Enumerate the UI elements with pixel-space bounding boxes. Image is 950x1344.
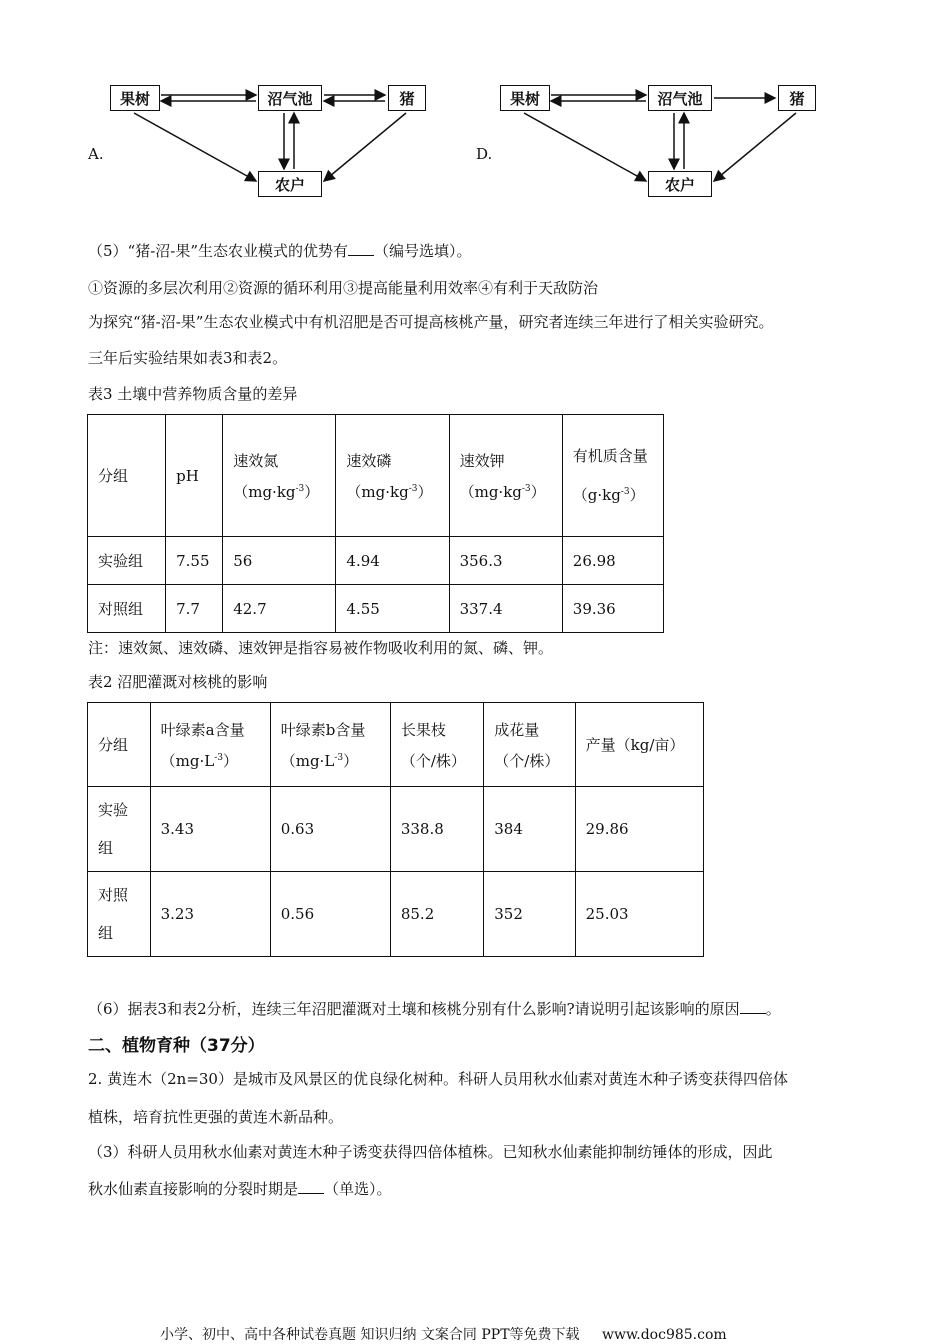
option-a-label: A. (88, 145, 104, 163)
node-pig: 猪 (778, 85, 816, 111)
q3-text-after: （单选）。 (324, 1180, 392, 1198)
diagram-option-a (108, 78, 448, 208)
table-row (88, 787, 704, 872)
table-cell: 29.86 (575, 787, 703, 872)
q3-line-1: （3）科研人员用秋水仙素对黄连木种子诱变获得四倍体植株。已知秋水仙素能抑制纺锤体的形成，因此 (88, 1143, 773, 1161)
question-5 (88, 240, 472, 261)
table-cell: 42.7 (223, 585, 336, 633)
table-row (88, 872, 704, 957)
table-header-cell: 叶绿素a含量 $(mg\cdot L^{-3})$ (150, 703, 270, 787)
table-cell: 3.43 (150, 787, 270, 872)
table-cell: 3.23 (150, 872, 270, 957)
table-header-cell: 速效磷 $(mg\cdot kg^{-3})$ (336, 415, 449, 537)
table-cell: 7.7 (166, 585, 223, 633)
option-d-label: D. (476, 145, 493, 163)
answer-blank[interactable] (740, 999, 766, 1014)
table-cell: 4.55 (336, 585, 449, 633)
q6-text-after: 。 (765, 1000, 781, 1018)
footer-text: 小学、初中、高中各种试卷真题 知识归纳 文案合同 PPT等免费下载 (160, 1327, 580, 1343)
table-cell: 26.98 (562, 537, 663, 585)
q5-text: （5）“猪-沼-果”生态农业模式的优势有 (88, 242, 349, 260)
footer (160, 1324, 727, 1344)
table-header-cell: 成花量 （个/株） (484, 703, 575, 787)
answer-blank[interactable] (348, 241, 374, 256)
table3 (87, 414, 664, 633)
table-header-row (88, 703, 704, 787)
table-cell: 25.03 (575, 872, 703, 957)
footer-link[interactable]: www.doc985.com (601, 1327, 727, 1343)
table-cell: 384 (484, 787, 575, 872)
table2-caption: 表2 沼肥灌溉对核桃的影响 (88, 673, 268, 691)
table-row (88, 537, 664, 585)
table-cell: 0.63 (270, 787, 390, 872)
node-biogas-pool: 沼气池 (648, 85, 712, 111)
table-header-cell: 长果枝 （个/株） (390, 703, 483, 787)
q5-text-after: （编号选填）。 (374, 242, 472, 260)
table-cell: 对照组 (88, 872, 151, 957)
table-cell: 实验组 (88, 787, 151, 872)
diagram-option-d (498, 78, 838, 208)
table-cell: 337.4 (449, 585, 562, 633)
table-cell: 对照组 (88, 585, 166, 633)
table-cell: 85.2 (390, 872, 483, 957)
node-fruit-tree: 果树 (500, 85, 550, 111)
table-header-cell: 速效钾 $(mg\cdot kg^{-3})$ (449, 415, 562, 537)
intro-line-1: 为探究“猪-沼-果”生态农业模式中有机沼肥是否可提高核桃产量，研究者连续三年进行了相关实验研究。 (88, 313, 774, 331)
table-row (88, 585, 664, 633)
section-heading: 二、植物育种（37分） (88, 1036, 265, 1056)
table-cell: 4.94 (336, 537, 449, 585)
table-header-cell: 叶绿素b含量 $(mg\cdot L^{-3})$ (270, 703, 390, 787)
table-cell: 0.56 (270, 872, 390, 957)
table-header-cell: 产量（kg/亩） (575, 703, 703, 787)
table-header-cell: pH (166, 415, 223, 537)
table3-caption: 表3 土壤中营养物质含量的差异 (88, 385, 298, 403)
q2-line-2: 植株，培育抗性更强的黄连木新品种。 (88, 1108, 344, 1126)
q3-line-2 (88, 1178, 392, 1199)
q6-text: （6）据表3和表2分析，连续三年沼肥灌溉对土壤和核桃分别有什么影响?请说明引起该影响的原因 (88, 1000, 740, 1018)
table-cell: 7.55 (166, 537, 223, 585)
table-cell: 352 (484, 872, 575, 957)
table-cell: 56 (223, 537, 336, 585)
table-cell: 39.36 (562, 585, 663, 633)
question-6 (88, 998, 781, 1019)
q5-choices: ①资源的多层次利用②资源的循环利用③提高能量利用效率④有利于天敌防治 (88, 279, 599, 297)
table-header-row (88, 415, 664, 537)
node-biogas-pool: 沼气池 (258, 85, 322, 111)
table-cell: 实验组 (88, 537, 166, 585)
node-farmer: 农户 (258, 171, 322, 197)
node-fruit-tree: 果树 (110, 85, 160, 111)
table-cell: 356.3 (449, 537, 562, 585)
q3-text: 秋水仙素直接影响的分裂时期是 (88, 1180, 299, 1198)
q2-line-1: 2. 黄连木（2n=30）是城市及风景区的优良绿化树种。科研人员用秋水仙素对黄连木种子诱变获得四倍体 (88, 1070, 788, 1088)
table-header-cell: 有机质含量 $(g\cdot kg^{-3})$ (562, 415, 663, 537)
node-farmer: 农户 (648, 171, 712, 197)
table-cell: 338.8 (390, 787, 483, 872)
table-header-cell: 分组 (88, 703, 151, 787)
table-header-cell: 速效氮 $(mg\cdot kg^{-3})$ (223, 415, 336, 537)
node-pig: 猪 (388, 85, 426, 111)
table2 (87, 702, 704, 957)
table-header-cell: 分组 (88, 415, 166, 537)
answer-blank[interactable] (298, 1179, 324, 1194)
table3-note: 注：速效氮、速效磷、速效钾是指容易被作物吸收利用的氮、磷、钾。 (88, 639, 554, 657)
intro-line-2: 三年后实验结果如表3和表2。 (88, 349, 288, 367)
